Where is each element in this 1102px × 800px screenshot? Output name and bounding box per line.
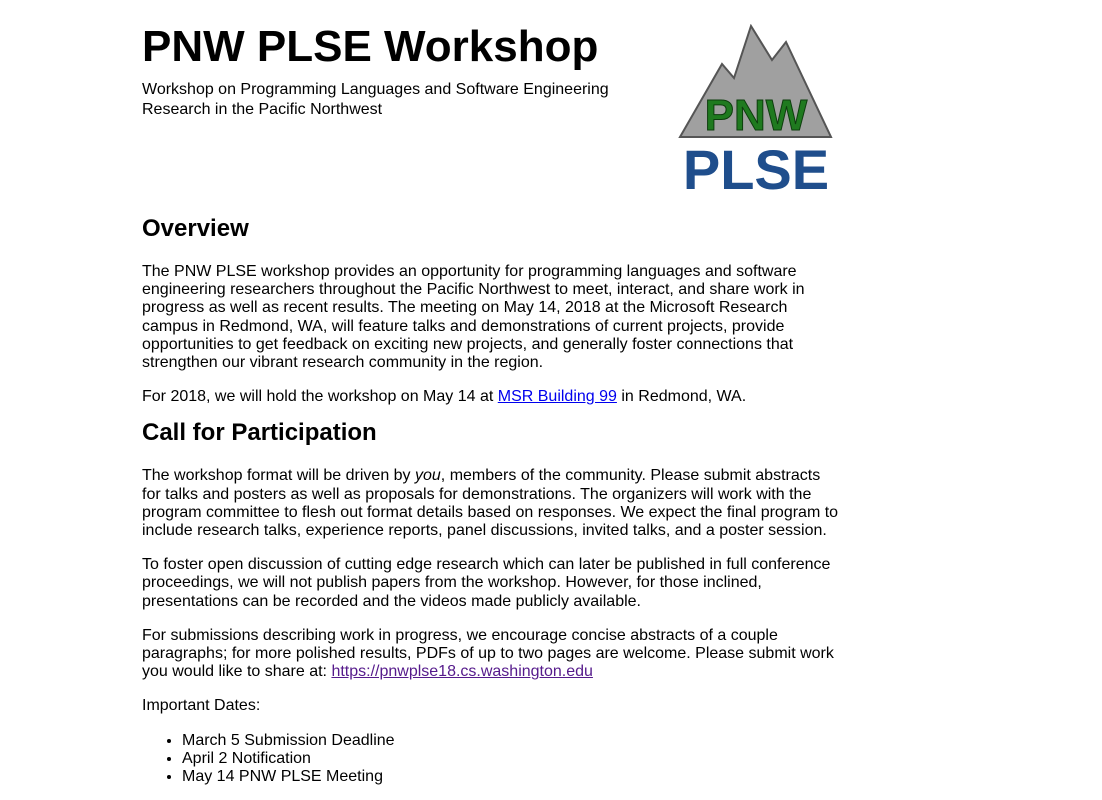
main-content: [142, 212, 842, 786]
cfp-paragraph-format: [142, 467, 842, 540]
cfp-heading: Call for Participation: [142, 419, 377, 447]
important-dates-label: Important Dates:: [142, 697, 261, 715]
msr-building-99-link[interactable]: MSR Building 99: [497, 388, 617, 406]
cfp-format-text-before: The workshop format will be driven by: [142, 467, 415, 485]
cfp-format-text-after: , members of the community. Please submit abstracts for talks and posters as well as proposals for demonstrations. The organizers will work with the program committee to flesh out format details based on responses. We expect the final program to include research talks, experience reports, panel discussions, invited talks, and a poster session.: [142, 467, 839, 540]
list-item: • March 5 Submission Deadline: [182, 732, 842, 750]
site-title: PNW PLSE Workshop: [142, 22, 599, 71]
cfp-paragraph-publication: To foster open discussion of cutting edge research which can later be published in full conference proceedings, we will not publish papers from the workshop. However, for those inclined, presentations can be recorded and the videos made publicly available.: [142, 556, 831, 610]
list-item: • April 2 Notification: [182, 750, 842, 768]
logo-plse-text: PLSE: [682, 138, 830, 194]
logo-pnw-text: PNW: [704, 91, 808, 140]
list-item: • May 14 PNW PLSE Meeting: [182, 768, 842, 786]
cfp-submission-text: For submissions describing work in progress, we encourage concise abstracts of a couple paragraphs; for more polished results, PDFs of up to two pages are welcome. Please submit work you would like to share at:: [142, 626, 834, 681]
venue-paragraph: [142, 388, 842, 406]
overview-paragraph: The PNW PLSE workshop provides an opportunity for programming languages and software engineering researchers throughout the Pacific Northwest to meet, interact, and share work in progress as well as recent results. The meeting on May 14, 2018 at the Microsoft Research campus in Redmond, WA, will feature talks and demonstrations of current projects, provide opportunities to get feedback on exciting new projects, and generally foster connections that strengthen our vibrant research community in the region.: [142, 263, 805, 372]
overview-heading: Overview: [142, 215, 249, 242]
cfp-paragraph-submission: [142, 627, 842, 682]
site-subtitle: Workshop on Programming Languages and Software Engineering Research in the Pacific Northwest: [142, 81, 609, 118]
header: [142, 22, 662, 120]
venue-text-after: in Redmond, WA.: [616, 388, 747, 406]
cfp-format-emphasis: you: [415, 467, 441, 485]
pnw-plse-logo: [676, 24, 836, 194]
venue-text-before: For 2018, we will hold the workshop on May 14 at: [142, 388, 498, 406]
submission-site-link[interactable]: https://pnwplse18.cs.washington.edu: [331, 663, 593, 681]
important-dates-list: [142, 732, 842, 787]
